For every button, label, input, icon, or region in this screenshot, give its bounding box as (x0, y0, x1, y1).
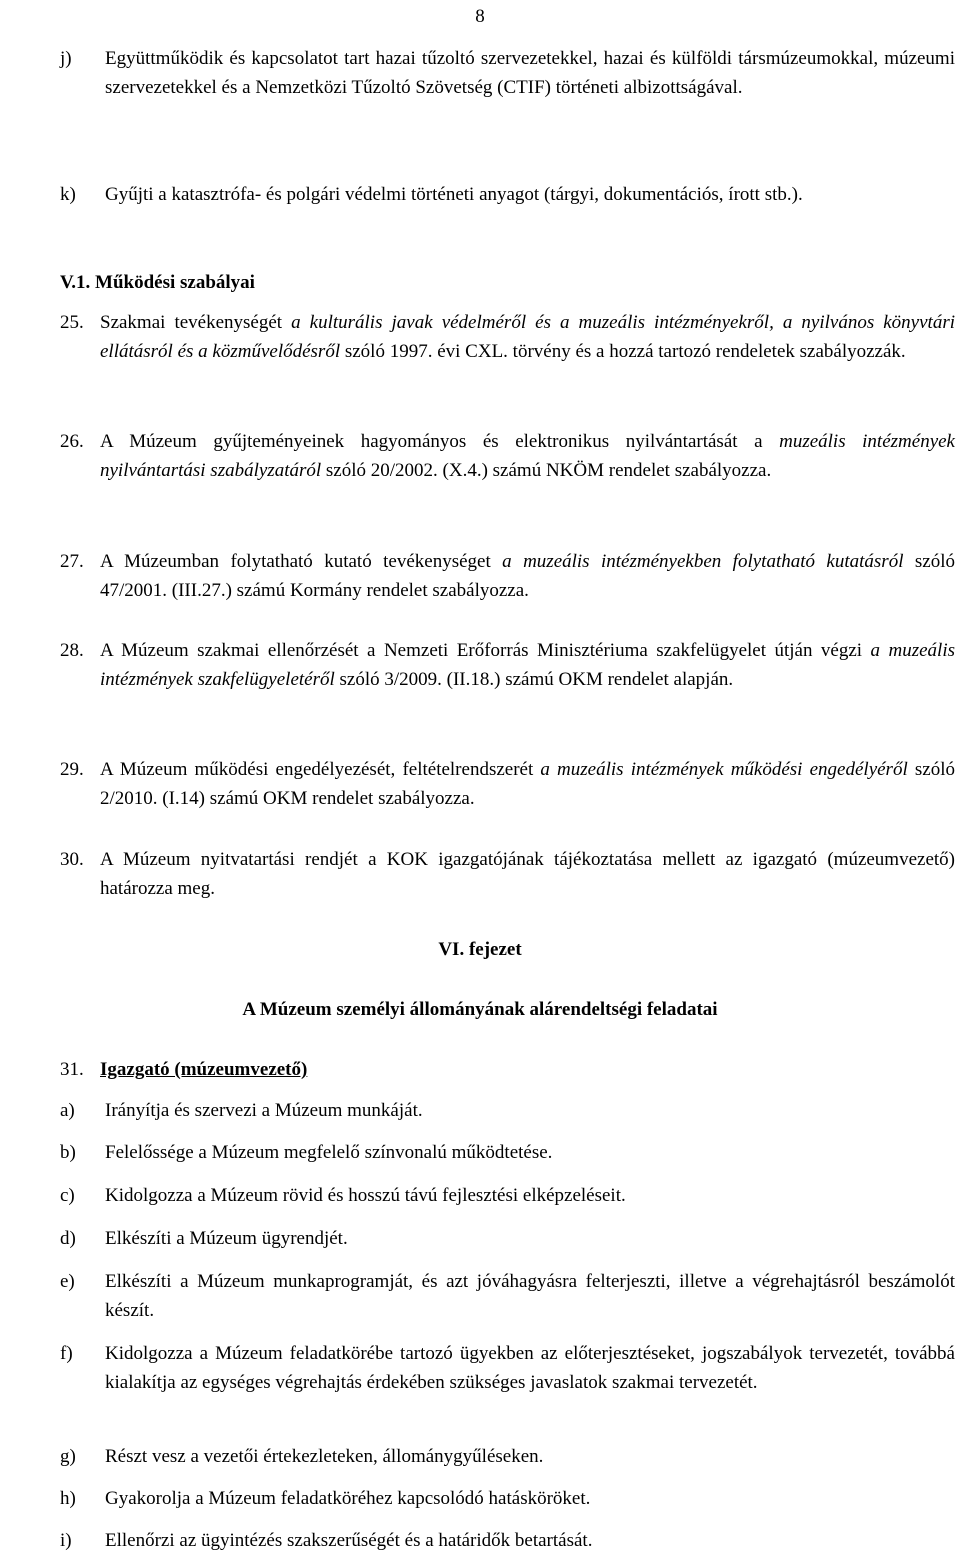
list-text: Elkészíti a Múzeum munkaprogramját, és azt jóváhagyásra felterjeszti, illetve a végrehajtásról beszámolót készít. (105, 1271, 955, 1321)
page-number: 8 (475, 6, 485, 27)
paragraph-number: 29. (60, 759, 84, 780)
role-title: Igazgató (múzeumvezető) (100, 1059, 308, 1080)
list-text: Elkészíti a Múzeum ügyrendjét. (105, 1228, 348, 1249)
list-label: j) (60, 48, 72, 69)
list-text: Kidolgozza a Múzeum rövid és hosszú távú fejlesztési elképzeléseit. (105, 1185, 626, 1206)
paragraph-number: 26. (60, 431, 84, 452)
list-label: i) (60, 1530, 72, 1551)
text-run: szóló 47/2001. (III.27.) számú Kormány rendelet szabályozza. (100, 551, 956, 601)
paragraph-title (100, 1055, 955, 1084)
list-text: Együttműködik és kapcsolatot tart hazai tűzoltó szervezetekkel, hazai és külföldi társmúzeumokkal, múzeumi szervezetekkel és a Nemzetközi Tűzoltó Szövetség (CTIF) történeti albizottságával. (105, 48, 955, 98)
list-item-a (60, 1096, 955, 1125)
list-text: Irányítja és szervezi a Múzeum munkáját. (105, 1100, 423, 1121)
paragraph-25 (60, 308, 955, 366)
paragraph-text (100, 755, 955, 813)
list-item-b (60, 1138, 955, 1167)
list-item-g (60, 1442, 955, 1471)
list-item-h (60, 1484, 955, 1513)
list-text: Gyűjti a katasztrófa- és polgári védelmi történeti anyagot (tárgyi, dokumentációs, írott stb.). (105, 184, 803, 205)
law-title: muzeális intézmények nyilvántartási szabályzatáról (100, 431, 955, 481)
text-run: szóló 20/2002. (X.4.) számú NKÖM rendelet szabályozza. (321, 460, 772, 481)
text-run: A Múzeum szakmai ellenőrzését a Nemzeti Erőforrás Minisztériuma szakfelügyelet útján végzi (100, 640, 871, 661)
law-title: a muzeális intézményekben folytatható kutatásról (502, 551, 904, 572)
list-label: b) (60, 1142, 76, 1163)
list-label: d) (60, 1228, 76, 1249)
paragraph-number: 31. (60, 1059, 84, 1080)
paragraph-30 (60, 845, 955, 903)
text-run: szóló 3/2009. (II.18.) számú OKM rendelet alapján. (334, 669, 734, 690)
text-run: szóló 2/2010. (I.14) számú OKM rendelet szabályozza. (100, 759, 956, 809)
list-label: e) (60, 1271, 75, 1292)
law-title: a kulturális javak védelméről és a muzeális intézményekről, a nyilvános könyvtári ellátásról és a közművelődésről (100, 312, 955, 362)
chapter-title: A Múzeum személyi állományának alárendeltségi feladatai (242, 999, 718, 1020)
paragraph-text: A Múzeum nyitvatartási rendjét a KOK igazgatójának tájékoztatása mellett az igazgató (múzeumvezető) határozza meg. (100, 849, 955, 899)
list-label: g) (60, 1446, 76, 1467)
list-item-d (60, 1224, 955, 1253)
text-run: A Múzeum működési engedélyezését, feltételrendszerét (100, 759, 541, 780)
law-title: a muzeális intézmények szakfelügyeletéről (100, 640, 955, 690)
paragraph-number: 28. (60, 640, 84, 661)
paragraph-number: 25. (60, 312, 84, 333)
list-label: k) (60, 184, 76, 205)
paragraph-text (100, 308, 955, 366)
list-text: Ellenőrzi az ügyintézés szakszerűségét és a határidők betartását. (105, 1530, 593, 1551)
text-run: szóló 1997. évi CXL. törvény és a hozzá tartozó rendeletek szabályozzák. (340, 341, 906, 362)
list-item-j (60, 44, 955, 102)
paragraph-26 (60, 427, 955, 485)
paragraph-27 (60, 547, 955, 605)
paragraph-number: 30. (60, 849, 84, 870)
law-title: a muzeális intézmények működési engedélyéről (540, 759, 908, 780)
list-label: h) (60, 1488, 76, 1509)
text-run: Szakmai tevékenységét (100, 312, 292, 333)
text-run: A Múzeumban folytatható kutató tevékenységet (100, 551, 503, 572)
list-item-i (60, 1526, 955, 1555)
chapter-heading: VI. fejezet (438, 939, 522, 960)
paragraph-28 (60, 636, 955, 694)
list-label: c) (60, 1185, 75, 1206)
list-item-e (60, 1267, 955, 1325)
paragraph-31 (60, 1055, 955, 1084)
section-heading-v1: V.1. Működési szabályai (60, 272, 255, 293)
list-label: a) (60, 1100, 75, 1121)
list-label: f) (60, 1343, 73, 1364)
paragraph-29 (60, 755, 955, 813)
list-text: Felelőssége a Múzeum megfelelő színvonalú működtetése. (105, 1142, 553, 1163)
paragraph-number: 27. (60, 551, 84, 572)
list-text: Gyakorolja a Múzeum feladatköréhez kapcsolódó hatásköröket. (105, 1488, 591, 1509)
list-text: Részt vesz a vezetői értekezleteken, állománygyűléseken. (105, 1446, 544, 1467)
text-run: A Múzeum gyűjteményeinek hagyományos és elektronikus nyilvántartását a (100, 431, 780, 452)
list-item-f (60, 1339, 955, 1397)
paragraph-text (100, 427, 955, 485)
list-item-k (60, 180, 955, 209)
paragraph-text (100, 547, 955, 605)
paragraph-text (100, 636, 955, 694)
list-text: Kidolgozza a Múzeum feladatkörébe tartozó ügyekben az előterjesztéseket, jogszabályok tervezetét, továbbá kialakítja az egységes végrehajtás érdekében szükséges javaslatok szakmai tervezetét. (105, 1343, 955, 1393)
list-item-c (60, 1181, 955, 1210)
